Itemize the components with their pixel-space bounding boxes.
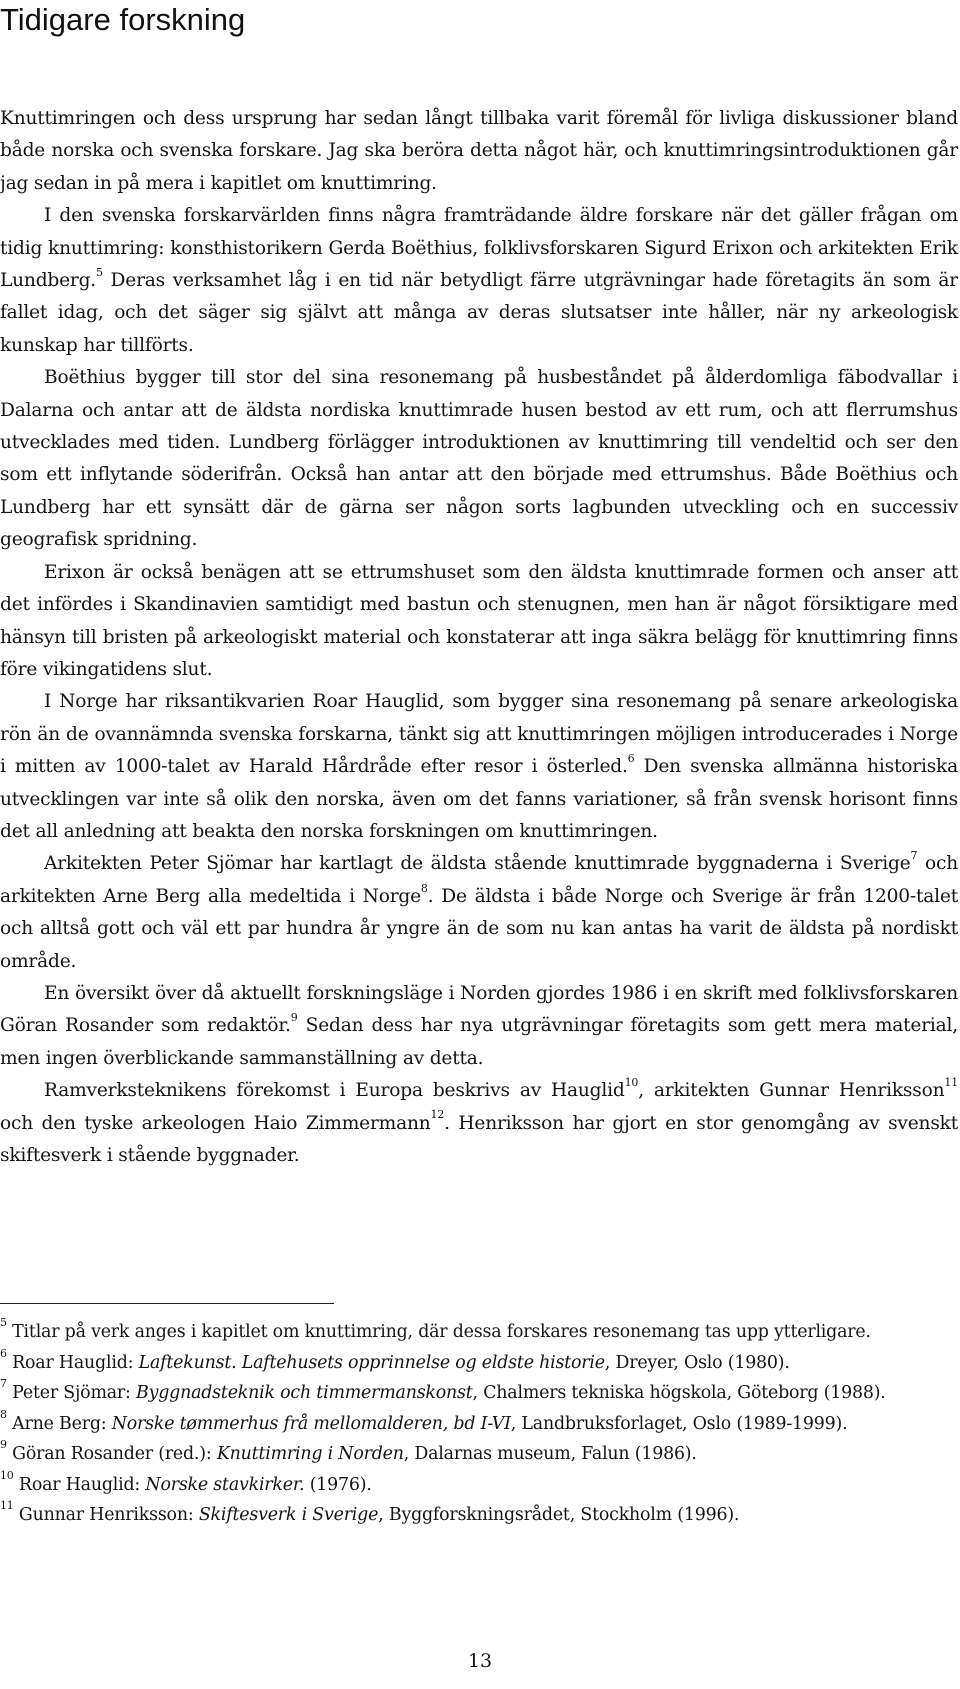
text-run: Den svenska allmänna historiska utvecklingen var inte så olik den norska, även om det fanns variationer, så från svensk horisont finns det all anledning att beakta den norska forskningen om knuttimringen. [0,756,958,842]
footnote-ref: 7 [910,849,918,863]
text-run: Peter Sjömar: [6,1383,137,1403]
footnote-number: 6 [0,1346,7,1360]
text-run: och arkitekten Arne Berg alla medeltida i Norge [0,853,958,907]
text-run: Sedan dess har nya utgrävningar företagits som gett mera material, men ingen överblickande sammanställning av detta. [0,1015,959,1069]
text-run: , Byggforskningsrådet, Stockholm (1996). [378,1505,740,1525]
text-run: En översikt över då aktuellt forskningsläge i Norden gjordes 1986 i en skrift med folklivsforskaren Göran Rosander som redaktör. [0,982,958,1037]
paragraph [0,103,958,200]
paragraph [0,557,958,687]
text-run: Titlar på verk anges i kapitlet om knuttimring, där dessa forskares resonemang tas upp ytterligare. [6,1322,871,1342]
text-run: (1976). [304,1474,372,1495]
footnote-number: 5 [0,1316,7,1330]
text-run: Arne Berg: [6,1413,112,1434]
footnote [0,1470,958,1501]
footnote [0,1317,958,1348]
body-text [0,103,958,1172]
footnote [0,1378,958,1409]
work-title: Skiftesverk i Sverige [198,1505,379,1525]
paragraph [0,200,958,362]
text-run: , Chalmers tekniska högskola, Göteborg (1988). [472,1383,886,1403]
footnotes [0,1317,958,1531]
footnote [0,1439,958,1470]
text-run: , Dreyer, Oslo (1980). [604,1352,790,1373]
footnote-ref: 9 [290,1011,298,1025]
text-run: Erixon är också benägen att se ettrumshuset som den äldsta knuttimrade formen och anser att det infördes i Skandinavien samtidigt med bastun och stenugnen, men han är något försiktigare med hänsyn till bristen på arkeologiskt material och konstaterar att inga säkra belägg för knuttimring finns före vikingatidens slut. [0,561,958,680]
text-run: . Henriksson har gjort en stor genomgång av svenskt skiftesverk i stående byggnader. [0,1112,958,1166]
text-run: , arkitekten Gunnar Henriksson [638,1080,945,1102]
footnote-number: 7 [0,1377,7,1391]
text-run: Boëthius bygger till stor del sina resonemang på husbeståndet på ålderdomliga fäbodvallar i Dalarna och antar att de äldsta nordiska knuttimrade husen bestod av ett rum, och att flerrumshus utvecklades med tiden. Lundberg förlägger introduktionen av knuttimring till vendeltid och ser den som ett inflytande söderifrån. Också han antar att den började med ettrumshus. Både Boëthius och Lundberg har ett synsätt där de gärna ser någon sorts lagbunden utveckling och en successiv geografisk spridning. [0,367,958,551]
text-run: Gunnar Henriksson: [13,1505,199,1525]
text-run: Ramverksteknikens förekomst i Europa beskrivs av Hauglid [44,1080,625,1102]
footnote-ref: 10 [624,1076,639,1089]
text-run: och den tyske arkeologen Haio Zimmermann [0,1112,431,1134]
text-run: Roar Hauglid: [6,1352,139,1373]
text-run: Deras verksamhet låg i en tid när betydligt färre utgrävningar hade företagits än som är fallet idag, och det säger sig självt att många av deras slutsatser inte håller, när ny arkeologisk kunskap har tillförts. [0,270,958,356]
footnote [0,1348,958,1379]
footnote-ref: 8 [420,881,428,895]
page-number: 13 [467,1650,493,1672]
footnote-ref: 6 [627,751,635,765]
text-run: Arkitekten Peter Sjömar har kartlagt de äldsta stående knuttimrade byggnaderna i Sverige [44,853,911,875]
page-title: Tidigare forskning [0,2,246,37]
paragraph [0,978,958,1075]
work-title: Byggnadsteknik och timmermanskonst [136,1383,473,1403]
work-title: Norske stavkirker. [145,1474,305,1495]
paragraph [0,1075,958,1172]
paragraph [0,362,958,556]
paragraph [0,686,958,848]
footnote-ref: 12 [430,1108,445,1122]
text-run: , Landbruksforlaget, Oslo (1989-1999). [510,1413,848,1434]
text-run: I Norge har riksantikvarien Roar Hauglid, som bygger sina resonemang på senare arkeologiska rön än de ovannämnda svenska forskarna, tänkt sig att knuttimringen möjligen introducerades i Norge i mitten av 1000-talet av Harald Hårdråde efter resor i österled. [0,691,958,778]
footnote-ref: 11 [944,1076,958,1089]
text-run: Roar Hauglid: [13,1474,146,1495]
work-title: Norske tømmerhus frå mellomalderen, bd I-VI [111,1413,511,1434]
footnote [0,1500,958,1531]
footnote-separator [0,1303,334,1304]
footnote-ref: 5 [96,265,103,279]
footnote-number: 9 [0,1438,7,1452]
work-title: Laftekunst. Laftehusets opprinnelse og eldste historie [138,1352,605,1373]
footnote-number: 10 [0,1468,14,1482]
text-run: Göran Rosander (red.): [6,1444,217,1464]
text-run: I den svenska forskarvärlden finns några framträdande äldre forskare när det gäller frågan om tidig knuttimring: konsthistorikern Gerda Boëthius, folklivsforskaren Sigurd Erixon och arkitekten Erik Lundberg. [0,205,958,292]
work-title: Knuttimring i Norden [216,1444,404,1464]
text-run: , Dalarnas museum, Falun (1986). [403,1444,697,1464]
text-run: Knuttimringen och dess ursprung har sedan långt tillbaka varit föremål för livliga diskussioner bland både norska och svenska forskare. Jag ska beröra detta något här, och knuttimringsintroduktionen går jag sedan in på mera i kapitlet om knuttimring. [0,108,958,194]
footnote-number: 8 [0,1407,7,1421]
footnote [0,1409,958,1440]
paragraph [0,848,958,978]
footnote-number: 11 [0,1499,14,1513]
text-run: . De äldsta i både Norge och Sverige är från 1200-talet och alltså gott och väl ett par hundra år yngre än de som nu kan antas ha varit de äldsta på nordiskt område. [0,885,958,972]
